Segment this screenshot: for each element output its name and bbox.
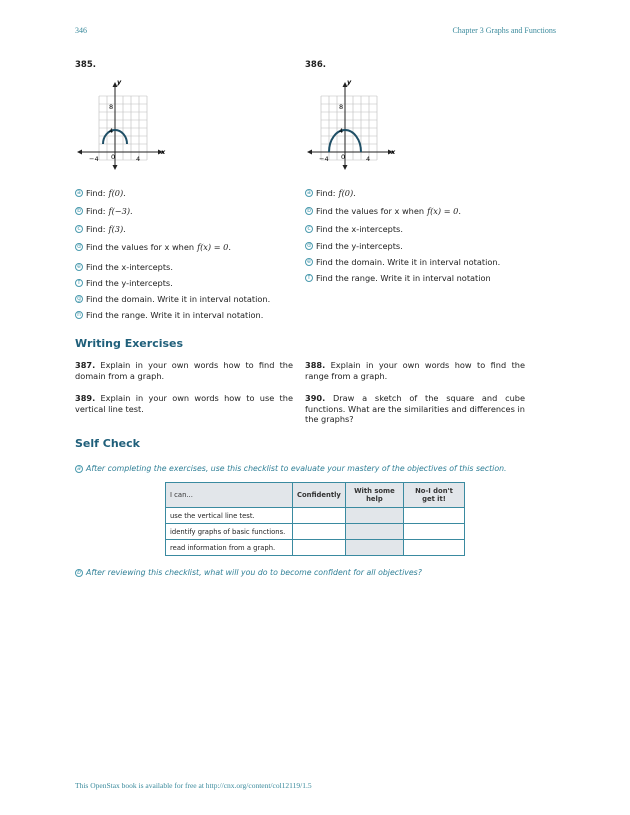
item-text: Find the y-intercepts. xyxy=(316,241,403,251)
x-tick-label: 4 xyxy=(366,155,371,163)
exercise-number: 389. xyxy=(75,393,96,403)
table-header: With some help xyxy=(345,483,403,508)
list-item xyxy=(75,262,173,272)
letter-badge: e xyxy=(75,263,83,271)
exercise-number: 388. xyxy=(305,360,326,370)
table-header: I can... xyxy=(166,483,293,508)
letter-badge: b xyxy=(75,207,83,215)
item-text: Find the range. Write it in interval notation. xyxy=(86,310,264,320)
item-text: Find: xyxy=(86,188,106,198)
item-text: Find the y-intercepts. xyxy=(86,278,173,288)
letter-badge: e xyxy=(305,258,313,266)
chapter-title: Chapter 3 Graphs and Functions xyxy=(452,26,556,35)
x-axis-label: x xyxy=(391,148,396,156)
exercise-390 xyxy=(305,393,525,425)
item-text: Find the range. Write it in interval notation xyxy=(316,273,491,283)
check-cell-confidently[interactable] xyxy=(293,524,346,540)
exercise-388 xyxy=(305,360,525,381)
item-text: Find the x-intercepts. xyxy=(86,262,173,272)
item-text: Find the domain. Write it in interval notation. xyxy=(316,257,501,267)
item-math: f(x) = 0. xyxy=(197,242,231,252)
y-tick-label-low: 4 xyxy=(109,127,114,135)
page-number: 346 xyxy=(75,26,87,35)
item-text: Find: xyxy=(86,206,106,216)
letter-badge: a xyxy=(75,465,83,473)
exercise-number: 390. xyxy=(305,393,326,403)
list-item xyxy=(75,278,173,288)
table-header: No-I don't get it! xyxy=(403,483,464,508)
exercise-text: Explain in your own words how to find the domain from a graph. xyxy=(75,360,294,381)
item-math: f(−3). xyxy=(108,206,133,216)
origin-label: 0 xyxy=(341,153,346,161)
exercise-number: 387. xyxy=(75,360,96,370)
problem-385-graph xyxy=(75,74,175,172)
list-item xyxy=(305,257,500,267)
item-math: f(0). xyxy=(108,188,126,198)
list-item xyxy=(305,188,356,198)
exercise-text: Explain in your own words how to find the range from a graph. xyxy=(305,360,526,381)
item-text: Find: xyxy=(316,188,336,198)
table-row xyxy=(166,540,465,556)
y-tick-label: 8 xyxy=(339,103,344,111)
item-math: f(3). xyxy=(108,224,126,234)
exercise-389 xyxy=(75,393,293,414)
y-tick-label-low: 4 xyxy=(339,127,344,135)
x-tick-label: −4 xyxy=(319,155,329,163)
origin-label: 0 xyxy=(111,153,116,161)
y-axis-label: y xyxy=(347,78,352,86)
y-tick-label: 8 xyxy=(109,103,114,111)
item-text: Find the values for x when xyxy=(316,206,425,216)
table-cell: read information from a graph. xyxy=(166,540,293,556)
item-text: Find the x-intercepts. xyxy=(316,224,403,234)
note-text: After reviewing this checklist, what will you do to become confident for all objectives? xyxy=(86,568,422,577)
x-axis-label: x xyxy=(161,148,166,156)
letter-badge: a xyxy=(75,189,83,197)
exercise-387 xyxy=(75,360,293,381)
item-math: f(x) = 0. xyxy=(427,206,461,216)
problem-385-number: 385. xyxy=(75,60,96,70)
x-tick-label: −4 xyxy=(89,155,99,163)
table-cell: identify graphs of basic functions. xyxy=(166,524,293,540)
self-check-table xyxy=(165,482,465,556)
check-cell-with-help[interactable] xyxy=(345,524,403,540)
letter-badge: h xyxy=(75,311,83,319)
note-text: After completing the exercises, use this checklist to evaluate your mastery of the objectives of this section. xyxy=(86,464,507,473)
item-math: f(0). xyxy=(338,188,356,198)
letter-badge: c xyxy=(75,225,83,233)
item-text: Find the values for x when xyxy=(86,242,195,252)
letter-badge: b xyxy=(75,569,83,577)
list-item xyxy=(75,224,126,234)
problem-386-graph xyxy=(305,74,405,172)
list-item xyxy=(75,188,126,198)
letter-badge: a xyxy=(305,189,313,197)
letter-badge: f xyxy=(75,279,83,287)
table-row xyxy=(166,508,465,524)
check-cell-confidently[interactable] xyxy=(293,508,346,524)
list-item xyxy=(75,294,270,304)
self-check-note-a xyxy=(75,464,507,473)
item-text: Find the domain. Write it in interval notation. xyxy=(86,294,271,304)
self-check-note-b xyxy=(75,568,422,577)
table-row xyxy=(166,524,465,540)
exercise-text: Explain in your own words how to use the vertical line test. xyxy=(75,393,293,414)
problem-386-number: 386. xyxy=(305,60,326,70)
footer-text: This OpenStax book is available for free at http://cnx.org/content/col12119/1.5 xyxy=(75,781,312,790)
check-cell-with-help[interactable] xyxy=(345,540,403,556)
letter-badge: c xyxy=(305,225,313,233)
letter-badge: g xyxy=(75,295,83,303)
check-cell-no[interactable] xyxy=(403,508,464,524)
check-cell-with-help[interactable] xyxy=(345,508,403,524)
table-cell: use the vertical line test. xyxy=(166,508,293,524)
check-cell-confidently[interactable] xyxy=(293,540,346,556)
list-item xyxy=(305,224,403,234)
writing-exercises-heading: Writing Exercises xyxy=(75,337,184,350)
exercise-text: Draw a sketch of the square and cube functions. What are the similarities and differences in the graphs? xyxy=(305,393,525,424)
letter-badge: d xyxy=(305,242,313,250)
letter-badge: f xyxy=(305,274,313,282)
y-axis-label: y xyxy=(117,78,122,86)
list-item xyxy=(305,241,403,251)
x-tick-label: 4 xyxy=(136,155,141,163)
list-item xyxy=(75,310,263,320)
table-header: Confidently xyxy=(293,483,346,508)
check-cell-no[interactable] xyxy=(403,540,464,556)
list-item xyxy=(75,242,231,252)
list-item xyxy=(305,273,491,283)
self-check-heading: Self Check xyxy=(75,437,140,450)
check-cell-no[interactable] xyxy=(403,524,464,540)
list-item xyxy=(305,206,461,216)
list-item xyxy=(75,206,133,216)
item-text: Find: xyxy=(86,224,106,234)
letter-badge: d xyxy=(75,243,83,251)
letter-badge: b xyxy=(305,207,313,215)
